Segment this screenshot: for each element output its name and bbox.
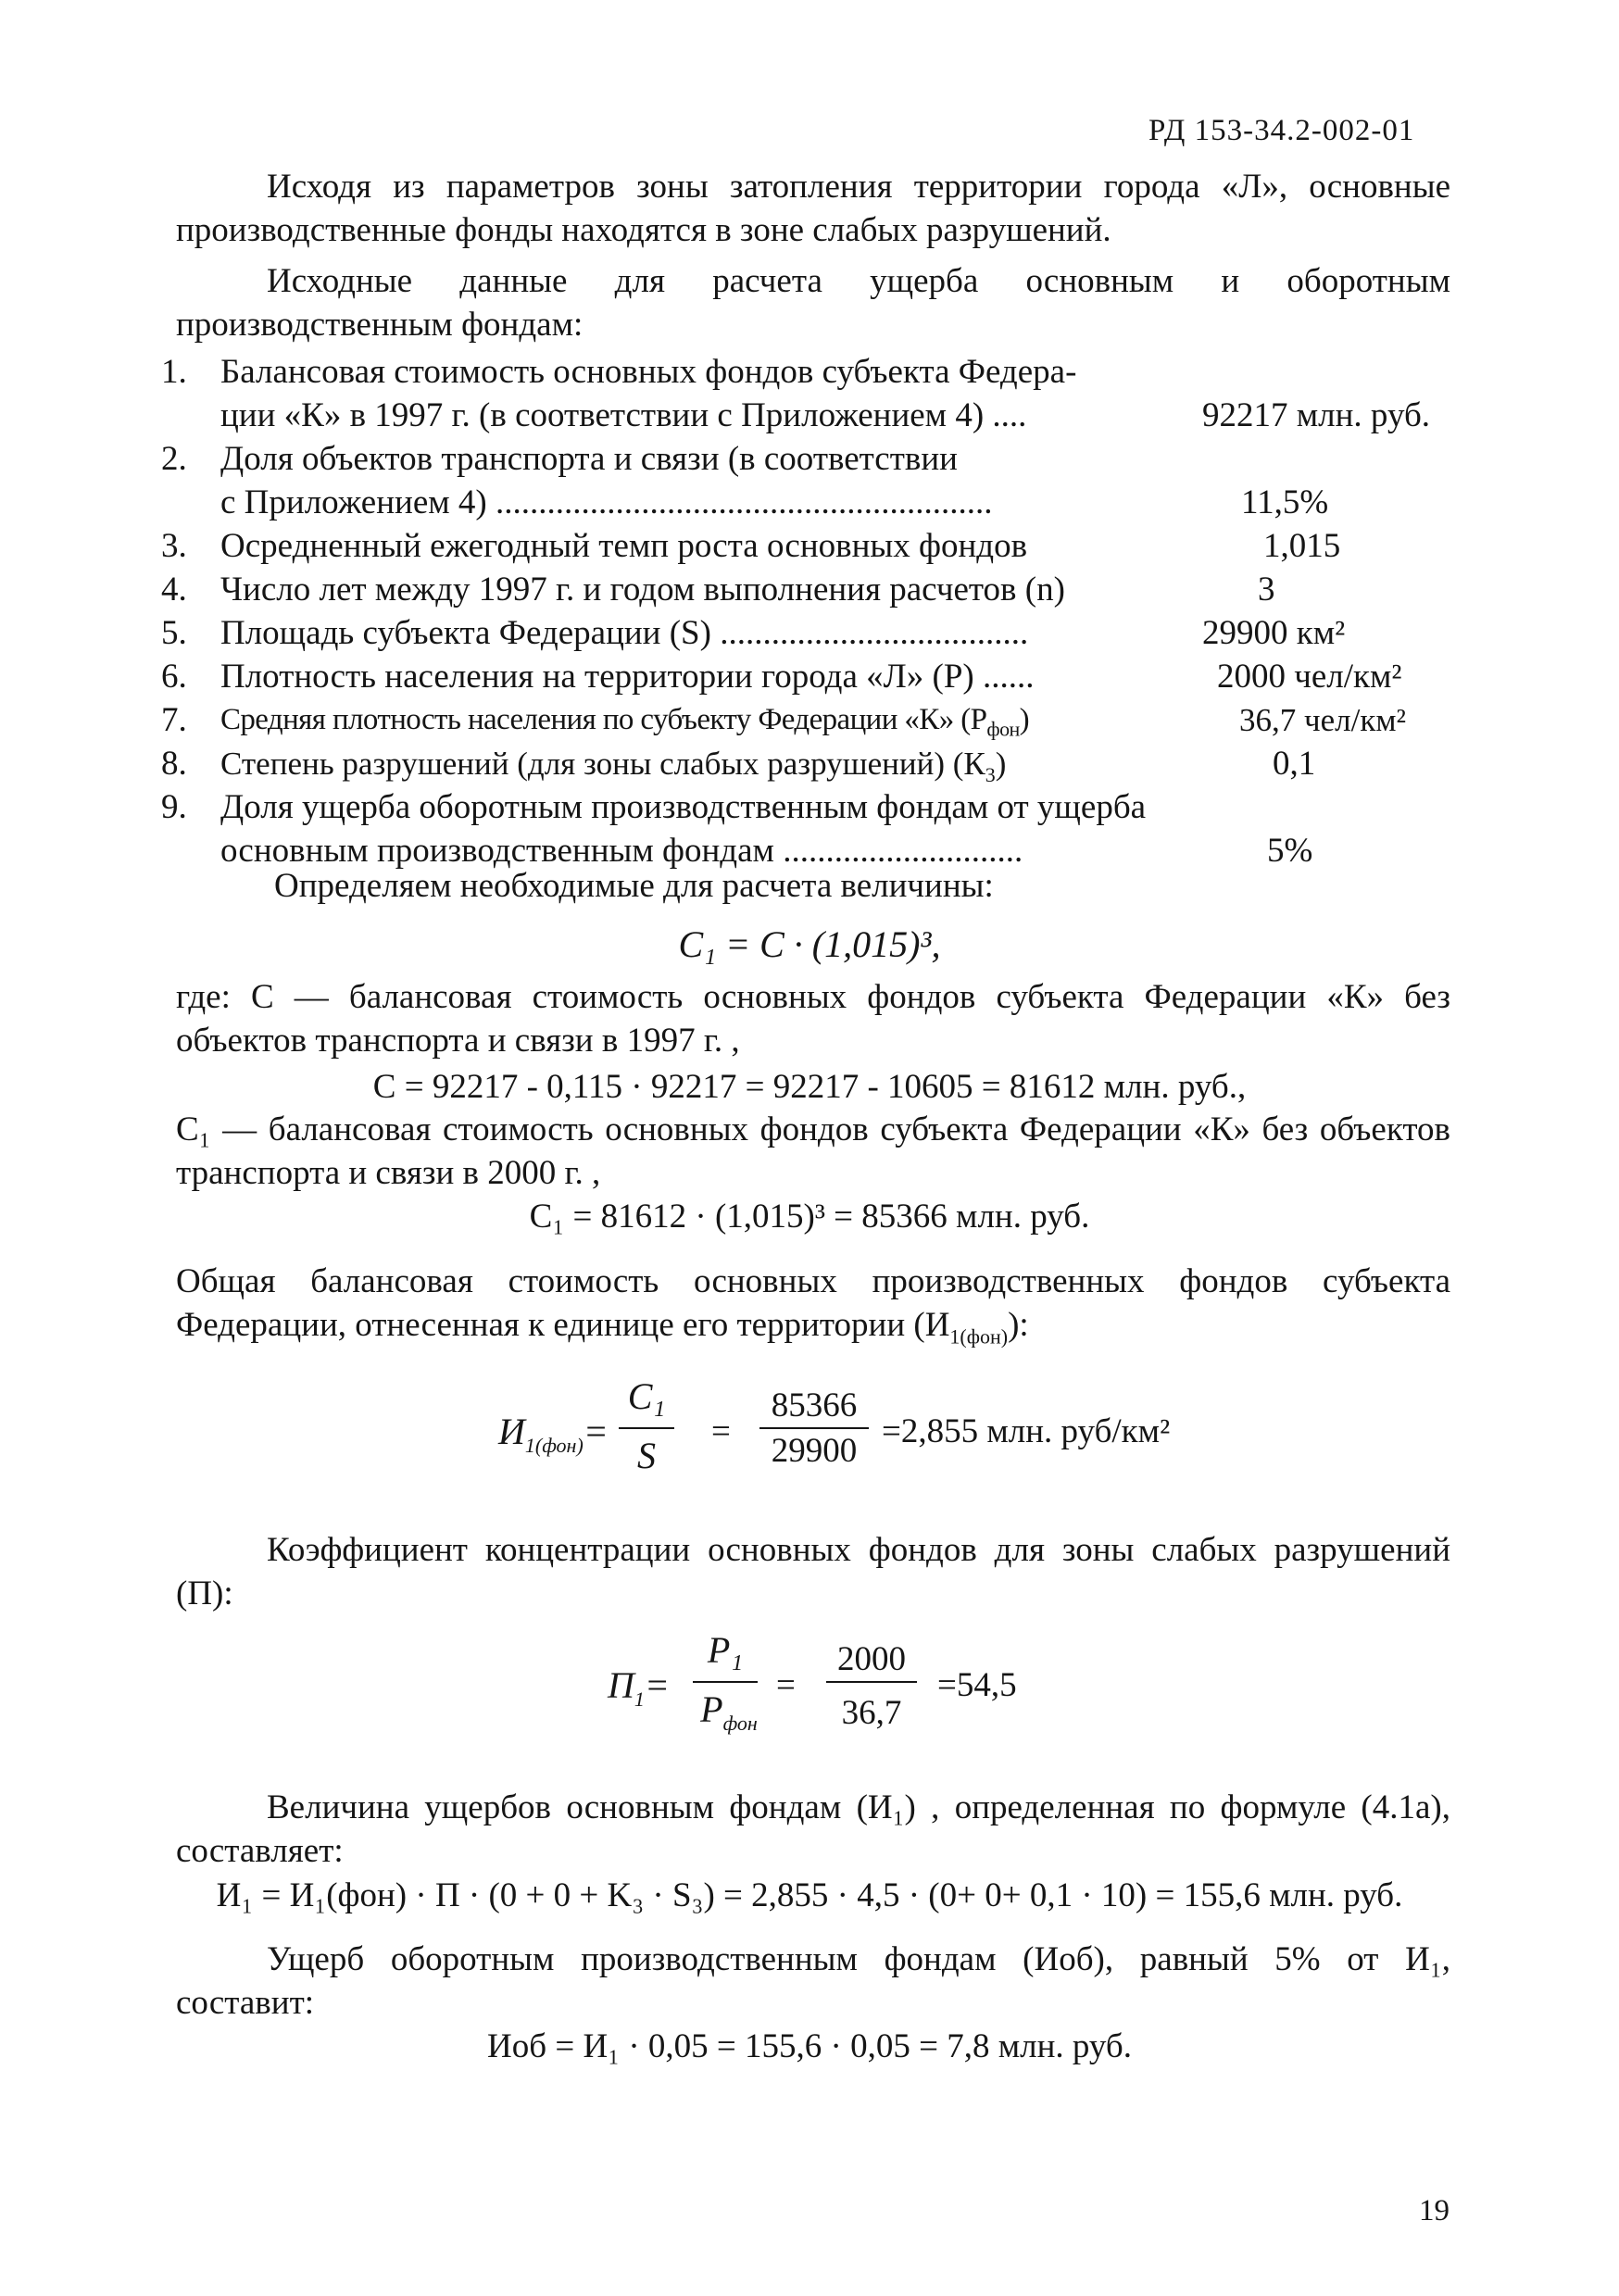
list-item-1 bbox=[161, 350, 1476, 394]
item-text: Число лет между 1997 г. и годом выполнения расчетов (n) bbox=[220, 571, 1065, 609]
list-item-3 bbox=[161, 524, 1476, 568]
fraction-bar bbox=[693, 1681, 758, 1683]
fraction-denominator: 29900 bbox=[771, 1432, 858, 1470]
fraction-numerator: C₁ bbox=[627, 1375, 666, 1417]
item-value: 11,5% bbox=[1241, 483, 1329, 521]
formula-result: =2,855 млн. руб/км² bbox=[882, 1412, 1171, 1450]
damage-paragraph: Величина ущербов основным фондам (И₁) , определенная по формуле (4.1а), составляет: bbox=[176, 1788, 1450, 1870]
formula-c1-value: C₁ = 81612 · (1,015)³ = 85366 млн. руб. bbox=[529, 1198, 1090, 1236]
formula-damage-working: Иоб = И₁ · 0,05 = 155,6 · 0,05 = 7,8 млн. руб. bbox=[487, 2027, 1132, 2065]
item-number: 9. bbox=[161, 788, 187, 826]
item-number: 4. bbox=[161, 571, 187, 609]
working-damage-paragraph: Ущерб оборотным производственным фондам (Иоб), равный 5% от И₁, составит: bbox=[176, 1940, 1450, 2022]
formula-lhs: $П_1=$ bbox=[608, 1664, 670, 1711]
item-value: 2000 чел/км² bbox=[1217, 658, 1402, 696]
item-number: 7. bbox=[161, 701, 187, 739]
equals-sign: = bbox=[776, 1666, 796, 1704]
item-number: 3. bbox=[161, 527, 187, 565]
item-text: Доля ущерба оборотным производственным фондам от ущерба bbox=[220, 788, 1147, 826]
equals-sign: = bbox=[711, 1412, 731, 1450]
list-item-1-continued bbox=[161, 394, 1476, 437]
item-value: 0,1 bbox=[1273, 745, 1316, 783]
list-item-2-continued bbox=[161, 481, 1476, 524]
list-item-7 bbox=[161, 698, 1476, 742]
formula-damage-main: И₁ = И₁(фон) · П · (0 + 0 + K₃ · S₃) = 2,855 · 4,5 · (0+ 0+ 0,1 · 10) = 155,6 млн. руб. bbox=[216, 1876, 1403, 1914]
fraction-bar bbox=[826, 1681, 917, 1683]
item-number: 8. bbox=[161, 745, 187, 783]
formula-result: =54,5 bbox=[937, 1666, 1017, 1704]
calc-intro: Определяем необходимые для расчета величины: bbox=[274, 867, 994, 905]
intro-paragraph-2: Исходные данные для расчета ущерба основным и оборотным производственным фондам: bbox=[176, 262, 1450, 344]
definition-c1: C₁ — балансовая стоимость основных фондов субъекта Федерации «К» без объектов транспорта и связи в 2000 г. , bbox=[176, 1110, 1450, 1192]
item-text: с Приложением 4) .......................................................... bbox=[220, 483, 993, 521]
item-number: 1. bbox=[161, 353, 187, 391]
item-value: 36,7 чел/км² bbox=[1239, 702, 1406, 738]
item-number: 2. bbox=[161, 440, 187, 478]
item-text: Плотность населения на территории города «Л» (Р) ...... bbox=[220, 658, 1035, 696]
item-text: ции «К» в 1997 г. (в соответствии с Приложением 4) .... bbox=[220, 396, 1027, 434]
item-value: 3 bbox=[1258, 571, 1275, 609]
list-item-5 bbox=[161, 611, 1476, 655]
formula-c1: C₁ = C · (1,015)³, bbox=[678, 923, 941, 965]
list-item-9 bbox=[161, 785, 1476, 829]
list-item-4 bbox=[161, 568, 1476, 611]
fraction-denominator: 36,7 bbox=[841, 1694, 902, 1732]
fraction-numerator: 85366 bbox=[771, 1386, 858, 1424]
list-item-2 bbox=[161, 437, 1476, 481]
item-text: Доля объектов транспорта и связи (в соответствии bbox=[220, 440, 958, 478]
item-text: Осредненный ежегодный темп роста основных фондов bbox=[220, 527, 1028, 565]
fraction-denominator: $P_{фон}$ bbox=[700, 1688, 758, 1735]
item-number: 5. bbox=[161, 614, 187, 652]
item-text: основным производственным фондам ............................ bbox=[220, 832, 1023, 870]
concentration-paragraph: Коэффициент концентрации основных фондов для зоны слабых разрушений (П): bbox=[176, 1531, 1450, 1612]
intro-paragraph-1: Исходя из параметров зоны затопления территории города «Л», основные производственные фонды находятся в зоне слабых разрушений. bbox=[176, 168, 1450, 249]
list-item-6 bbox=[161, 655, 1476, 698]
input-data-list bbox=[161, 350, 1476, 872]
item-value: 1,015 bbox=[1263, 527, 1341, 565]
item-value: 92217 млн. руб. bbox=[1202, 396, 1431, 434]
formula-c: C = 92217 - 0,115 · 92217 = 92217 - 10605 = 81612 млн. руб., bbox=[372, 1068, 1247, 1106]
fraction-denominator: S bbox=[637, 1435, 656, 1476]
item-value: 29900 км² bbox=[1202, 614, 1346, 652]
item-text: Площадь субъекта Федерации (S) .................................... bbox=[220, 614, 1029, 652]
list-item-8 bbox=[161, 742, 1476, 785]
item-text: Средняя плотность населения по субъекту Федерации «К» $(Р_{фон})$ bbox=[220, 703, 1030, 741]
total-value-paragraph: Общая балансовая стоимость основных производственных фондов субъекта Федерации, отнесенная к единице его территории $(И_{1(фон)})$: bbox=[176, 1262, 1450, 1349]
page-number: 19 bbox=[1419, 2194, 1450, 2227]
formula-lhs: $И_{1(фон)}=$ bbox=[498, 1411, 609, 1457]
item-text: Степень разрушений (для зоны слабых разрушений) $(К_3)$ bbox=[220, 746, 1007, 786]
item-text: Балансовая стоимость основных фондов субъекта Федера- bbox=[220, 353, 1077, 391]
document-code: РД 153-34.2-002-01 bbox=[1148, 114, 1415, 147]
fraction-bar bbox=[619, 1427, 674, 1429]
fraction-numerator: 2000 bbox=[837, 1640, 906, 1678]
fraction-numerator: P₁ bbox=[707, 1629, 744, 1671]
definition-c: где: С — балансовая стоимость основных фондов субъекта Федерации «К» без объектов транспорта и связи в 1997 г. , bbox=[176, 978, 1450, 1060]
item-value: 5% bbox=[1267, 832, 1313, 870]
item-number: 6. bbox=[161, 658, 187, 696]
